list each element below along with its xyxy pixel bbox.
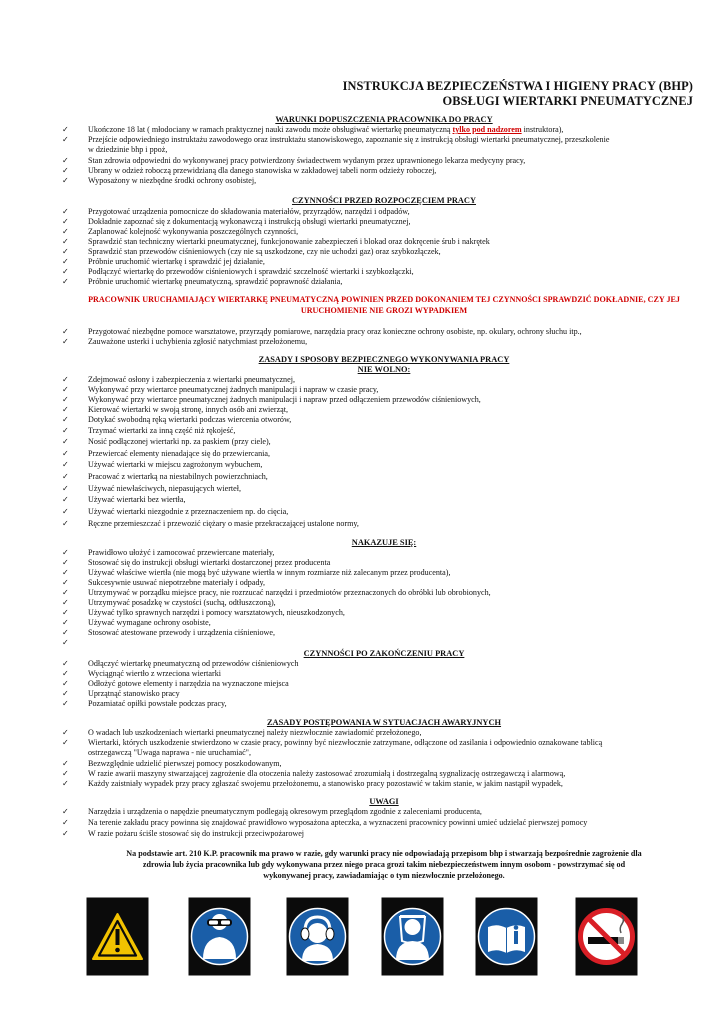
checkmark-icon: ✓ <box>62 548 69 557</box>
checkmark-icon: ✓ <box>62 375 69 384</box>
list-item: Sprawdzić stan techniczny wiertarki pneumatycznej, funkcjonowanie zabezpieczeń i blokad oraz dokręcenie śrub i nakrętek <box>88 237 490 246</box>
checkmark-icon: ✓ <box>62 135 69 144</box>
list-item: Zaplanować kolejność wykonywania poszczególnych czynności, <box>88 227 299 236</box>
checkmark-icon: ✓ <box>62 588 69 597</box>
document-title-line-2: OBSŁUGI WIERTARKI PNEUMATYCZNEJ <box>442 94 693 108</box>
checkmark-icon: ✓ <box>62 598 69 607</box>
no-smoking-icon <box>575 897 638 976</box>
checkmark-icon: ✓ <box>62 669 69 678</box>
list-item: Przejście odpowiedniego instruktażu zawodowego oraz instruktażu stanowiskowego, zapoznanie się z instrukcją obsługi wiertarki pneumatycznej, przeszkolenie <box>88 135 610 144</box>
list-item-continuation: ostrzegawczą "Uwaga naprawa - nie uruchamiać", <box>88 748 252 757</box>
checkmark-icon: ✓ <box>62 807 69 816</box>
list-item: Podłączyć wiertarkę do przewodów ciśnieniowych i sprawdzić szczelność wiertarki i szybkozłączki, <box>88 267 414 276</box>
list-item: Ubrany w odzież roboczą przewidzianą dla danego stanowiska w zakładowej tabeli norm odzieży roboczej, <box>88 166 437 175</box>
document-title-line-1: INSTRUKCJA BEZPIECZEŃSTWA I HIGIENY PRACY (BHP) <box>342 79 693 93</box>
list-item: Wykonywać przy wiertarce pneumatycznej żadnych manipulacji i napraw w czasie pracy, <box>88 385 379 394</box>
warning-line-2: URUCHOMIENIE NIE GROZI WYPADKIEM <box>300 306 468 315</box>
checkmark-icon: ✓ <box>62 125 69 134</box>
checkmark-icon: ✓ <box>62 472 69 481</box>
list-item: Przygotować urządzenia pomocnicze do składowania materiałów, przyrządów, narzędzi i odpadów, <box>88 207 410 216</box>
list-item: Kierować wiertarki w swoją stronę, innych osób ani zwierząt, <box>88 405 289 414</box>
checkmark-icon: ✓ <box>62 495 69 504</box>
list-item: Używać wiertarki bez wiertła, <box>88 495 186 504</box>
highlight-text: tylko pod nadzorem <box>452 125 522 134</box>
read-manual-icon <box>475 897 538 976</box>
warning-line-1: PRACOWNIK URUCHAMIAJĄCY WIERTARKĘ PNEUMATYCZNĄ POWINIEN PRZED DOKONANIEM TEJ CZYNNOŚCI SPRAWDZIĆ DOKŁADNIE, CZY JEJ <box>88 295 680 304</box>
list-item: Używać wymagane ochrony osobiste, <box>88 618 211 627</box>
checkmark-icon: ✓ <box>62 156 69 165</box>
checkmark-icon: ✓ <box>62 769 69 778</box>
list-item-continuation: w dziedzinie bhp i ppoż, <box>88 145 168 154</box>
section-heading-awaryjne: ZASADY POSTĘPOWANIA W SYTUACJACH AWARYJNYCH <box>266 718 502 727</box>
list-item: Odłączyć wiertarkę pneumatyczną od przewodów ciśnieniowych <box>88 659 299 668</box>
checkmark-icon: ✓ <box>62 227 69 236</box>
final-note-line-2: zdrowia lub życia pracownika lub gdy wykonywana przez niego praca grozi takim niebezpieczeństwem innym osobom - powstrzymać się od <box>142 860 626 869</box>
checkmark-icon: ✓ <box>62 578 69 587</box>
list-item: Próbnie uruchomić wiertarkę i sprawdzić jej działanie, <box>88 257 265 266</box>
checkmark-icon: ✓ <box>62 395 69 404</box>
list-item: Każdy zaistniały wypadek przy pracy zgłaszać swojemu przełożonemu, a stanowisko pracy pozostawić w takim stanie, w jakim nastąpił wypadek, <box>88 779 563 788</box>
list-item: Ręczne przemieszczać i przewozić ciężary o masie przekraczającej ustalone normy, <box>88 519 359 528</box>
checkmark-icon: ✓ <box>62 519 69 528</box>
list-item: Zauważone usterki i uchybienia zgłosić natychmiast przełożonemu, <box>88 337 308 346</box>
list-item: Używać tylko sprawnych narzędzi i pomocy warsztatowych, nieuszkodzonych, <box>88 608 345 617</box>
list-item: Utrzymywać w porządku miejsce pracy, nie rozrzucać narzędzi i przedmiotów przeznaczonych do obróbki lub obrobionych, <box>88 588 491 597</box>
checkmark-icon: ✓ <box>62 608 69 617</box>
list-item: Uprzątnąć stanowisko pracy <box>88 689 180 698</box>
list-item: Używać właściwe wiertła (nie mogą być używane wiertła w innym rozmiarze niż zalecanym przez producenta), <box>88 568 451 577</box>
list-item: Używać niewłaściwych, niepasujących wierteł, <box>88 484 242 493</box>
checkmark-icon: ✓ <box>62 267 69 276</box>
safety-goggles-icon <box>188 897 251 976</box>
section-heading-przed: CZYNNOŚCI PRZED ROZPOCZĘCIEM PRACY <box>291 196 477 205</box>
checkmark-icon: ✓ <box>62 247 69 256</box>
final-note-line-3: wykonywanej pracy, zawiadamiając o tym niezwłocznie przełożonego. <box>263 871 505 880</box>
checkmark-icon: ✓ <box>62 738 69 747</box>
section-heading-zasady: ZASADY I SPOSOBY BEZPIECZNEGO WYKONYWANIA PRACY <box>258 355 510 364</box>
final-note-line-1: Na podstawie art. 210 K.P. pracownik ma prawo w razie, gdy warunki pracy nie odpowiadają przepisom bhp i stwarzają bezpośrednie zagrożenie dla <box>126 849 642 858</box>
checkmark-icon: ✓ <box>62 257 69 266</box>
section-heading-nakazuje: NAKAZUJE SIĘ: <box>351 538 417 547</box>
list-item: Stosować atestowane przewody i urządzenia ciśnieniowe, <box>88 628 275 637</box>
list-item: Wiertarki, których uszkodzenie stwierdzono w czasie pracy, powinny być niezwłocznie zatrzymane, odłączone od zasilania i odpowiednio oznakowane tablicą <box>88 738 603 747</box>
face-shield-icon <box>381 897 444 976</box>
checkmark-icon: ✓ <box>62 460 69 469</box>
list-item: Prawidłowo ułożyć i zamocować przewiercane materiały, <box>88 548 275 557</box>
checkmark-icon: ✓ <box>62 628 69 637</box>
list-item: Bezwzględnie udzielić pierwszej pomocy poszkodowanym, <box>88 759 282 768</box>
checkmark-icon: ✓ <box>62 449 69 458</box>
list-item: O wadach lub uszkodzeniach wiertarki pneumatycznej należy niezwłocznie zawiadomić przełożonego, <box>88 728 422 737</box>
checkmark-icon: ✓ <box>62 679 69 688</box>
checkmark-icon: ✓ <box>62 829 69 838</box>
list-item: Nosić podłączonej wiertarki np. za paskiem (przy ciele), <box>88 437 271 446</box>
checkmark-icon: ✓ <box>62 728 69 737</box>
checkmark-icon: ✓ <box>62 405 69 414</box>
checkmark-icon: ✓ <box>62 426 69 435</box>
checkmark-icon: ✓ <box>62 507 69 516</box>
list-item: Wykonywać przy wiertarce pneumatycznej żadnych manipulacji i napraw przed odłączeniem przewodów ciśnieniowych, <box>88 395 481 404</box>
list-item: Przygotować niezbędne pomoce warsztatowe, przyrządy pomiarowe, narzędzia pracy oraz konieczne ochrony osobiste, np. okulary, ochrony słuchu itp., <box>88 327 582 336</box>
list-item: Używać wiertarki niezgodnie z przeznaczeniem np. do cięcia, <box>88 507 289 516</box>
list-item: Trzymać wiertarki za inną część niż rękojeść, <box>88 426 236 435</box>
section-subheading-nie-wolno: NIE WOLNO: <box>357 365 411 374</box>
checkmark-icon: ✓ <box>62 779 69 788</box>
list-item: Próbnie uruchomić wiertarkę pneumatyczną, sprawdzić poprawność działania, <box>88 277 343 286</box>
list-item: Wyciągnąć wiertło z wrzeciona wiertarki <box>88 669 221 678</box>
checkmark-icon: ✓ <box>62 176 69 185</box>
checkmark-icon: ✓ <box>62 618 69 627</box>
checkmark-icon: ✓ <box>62 217 69 226</box>
checkmark-icon: ✓ <box>62 659 69 668</box>
hearing-protection-icon <box>286 897 349 976</box>
checkmark-icon: ✓ <box>62 327 69 336</box>
list-item: Ukończone 18 lat ( młodociany w ramach praktycznej nauki zawodu może obsługiwać wiertarkę pneumatyczną tylko pod nadzorem instruktora), <box>88 125 564 134</box>
list-item: Na terenie zakładu pracy powinna się znajdować prawidłowo wyposażona apteczka, a wyznaczeni pracownicy powinni umieć udzielać pierwszej pomocy <box>88 818 588 827</box>
list-item: W razie awarii maszyny stwarzającej zagrożenie dla otoczenia należy zastosować zrozumiałą i dostrzegalną sygnalizację ostrzegawczą i alarmową, <box>88 769 566 778</box>
checkmark-icon: ✓ <box>62 699 69 708</box>
checkmark-icon: ✓ <box>62 484 69 493</box>
list-item: Odłożyć gotowe elementy i narzędzia na wyznaczone miejsca <box>88 679 289 688</box>
list-item: Używać wiertarki w miejscu zagrożonym wybuchem, <box>88 460 263 469</box>
list-item: Sprawdzić stan przewodów ciśnieniowych (czy nie są uszkodzone, czy nie uchodzi gaz) oraz szybkozłączek, <box>88 247 441 256</box>
checkmark-icon: ✓ <box>62 277 69 286</box>
list-item: W razie pożaru ściśle stosować się do instrukcji przeciwpożarowej <box>88 829 305 838</box>
list-item: Stan zdrowia odpowiedni do wykonywanej pracy potwierdzony świadectwem wydanym przez uprawnionego lekarza medycyny pracy, <box>88 156 526 165</box>
checkmark-icon: ✓ <box>62 207 69 216</box>
list-item: Utrzymywać posadzkę w czystości (suchą, odtłuszczoną), <box>88 598 276 607</box>
list-item: Dotykać swobodną ręką wiertarki podczas wiercenia otworów, <box>88 415 292 424</box>
list-item: Sukcesywnie usuwać niepotrzebne materiały i odpady, <box>88 578 266 587</box>
general-warning-icon <box>86 897 149 976</box>
checkmark-icon: ✓ <box>62 759 69 768</box>
checkmark-icon: ✓ <box>62 385 69 394</box>
checkmark-icon: ✓ <box>62 166 69 175</box>
checkmark-icon: ✓ <box>62 337 69 346</box>
list-item: Przewiercać elementy nienadające się do przewiercania, <box>88 449 271 458</box>
list-item: Dokładnie zapoznać się z dokumentacją wykonawczą i instrukcją obsługi wiertarki pneumatycznej, <box>88 217 411 226</box>
list-item: Wyposażony w niezbędne środki ochrony osobistej, <box>88 176 257 185</box>
section-heading-uwagi: UWAGI <box>369 797 399 806</box>
section-heading-warunki: WARUNKI DOPUSZCZENIA PRACOWNIKA DO PRACY <box>275 115 493 124</box>
list-item: Stosować się do instrukcji obsługi wiertarki dostarczonej przez producenta <box>88 558 331 567</box>
checkmark-icon: ✓ <box>62 415 69 424</box>
list-item: Zdejmować osłony i zabezpieczenia z wiertarki pneumatycznej, <box>88 375 295 384</box>
checkmark-icon: ✓ <box>62 437 69 446</box>
list-item: Pracować z wiertarką na niestabilnych powierzchniach, <box>88 472 268 481</box>
checkmark-icon: ✓ <box>62 689 69 698</box>
checkmark-icon: ✓ <box>62 558 69 567</box>
list-item: Narzędzia i urządzenia o napędzie pneumatycznym podlegają okresowym przeglądom zgodnie z zaleceniami producenta, <box>88 807 482 816</box>
section-heading-po: CZYNNOŚCI PO ZAKOŃCZENIU PRACY <box>303 649 465 658</box>
checkmark-icon: ✓ <box>62 237 69 246</box>
checkmark-icon: ✓ <box>62 818 69 827</box>
checkmark-icon: ✓ <box>62 638 69 647</box>
checkmark-icon: ✓ <box>62 568 69 577</box>
list-item: Pozamiatać opiłki powstałe podczas pracy, <box>88 699 227 708</box>
